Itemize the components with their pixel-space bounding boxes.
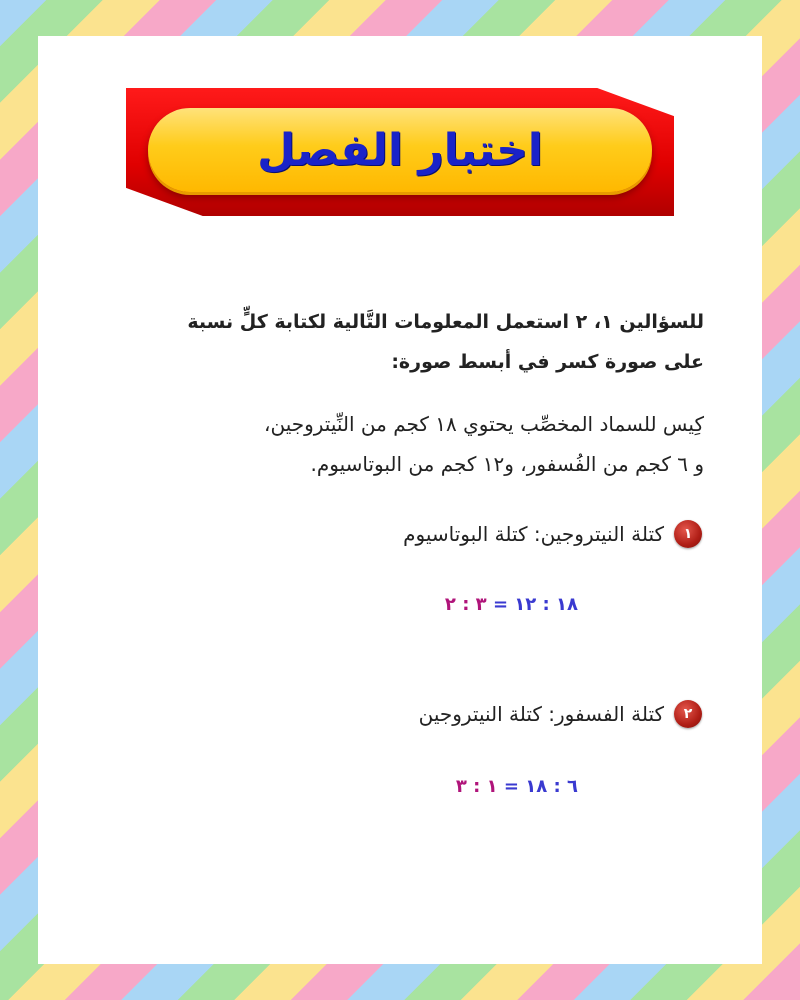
answer-result: ١ : ٣ [455, 776, 498, 797]
question-number-badge: ١ [674, 520, 702, 548]
page-card [38, 36, 762, 964]
answer-2 [456, 776, 578, 797]
page-title: اختبار الفصل [257, 124, 543, 176]
answer-result: ٣ : ٢ [444, 594, 487, 615]
answer-given: ٦ : ١٨ = [503, 776, 578, 797]
question-number-badge: ٢ [674, 700, 702, 728]
info-line-2: و ٦ كجم من الفُسفور، و١٢ كجم من البوتاسيوم. [310, 452, 704, 476]
question-2 [419, 700, 702, 728]
answer-given: ١٨ : ١٢ = [492, 594, 578, 615]
info-paragraph [144, 404, 704, 484]
question-text: كتلة النيتروجين: كتلة البوتاسيوم [403, 522, 664, 546]
question-text: كتلة الفسفور: كتلة النيتروجين [418, 702, 664, 726]
answer-1 [445, 594, 578, 615]
title-banner [126, 88, 678, 218]
question-1 [403, 520, 702, 548]
instructions-paragraph [144, 302, 704, 382]
instructions-line-2: على صورة كسر في أبسط صورة: [391, 351, 704, 373]
instructions-line-1: للسؤالين ١، ٢ استعمل المعلومات التَّالية لكتابة كلٍّ نسبة [187, 311, 704, 333]
banner-yellow-pill [148, 108, 652, 192]
info-line-1: كِيس للسماد المخصِّب يحتوي ١٨ كجم من النِّيتروجين، [264, 412, 704, 436]
